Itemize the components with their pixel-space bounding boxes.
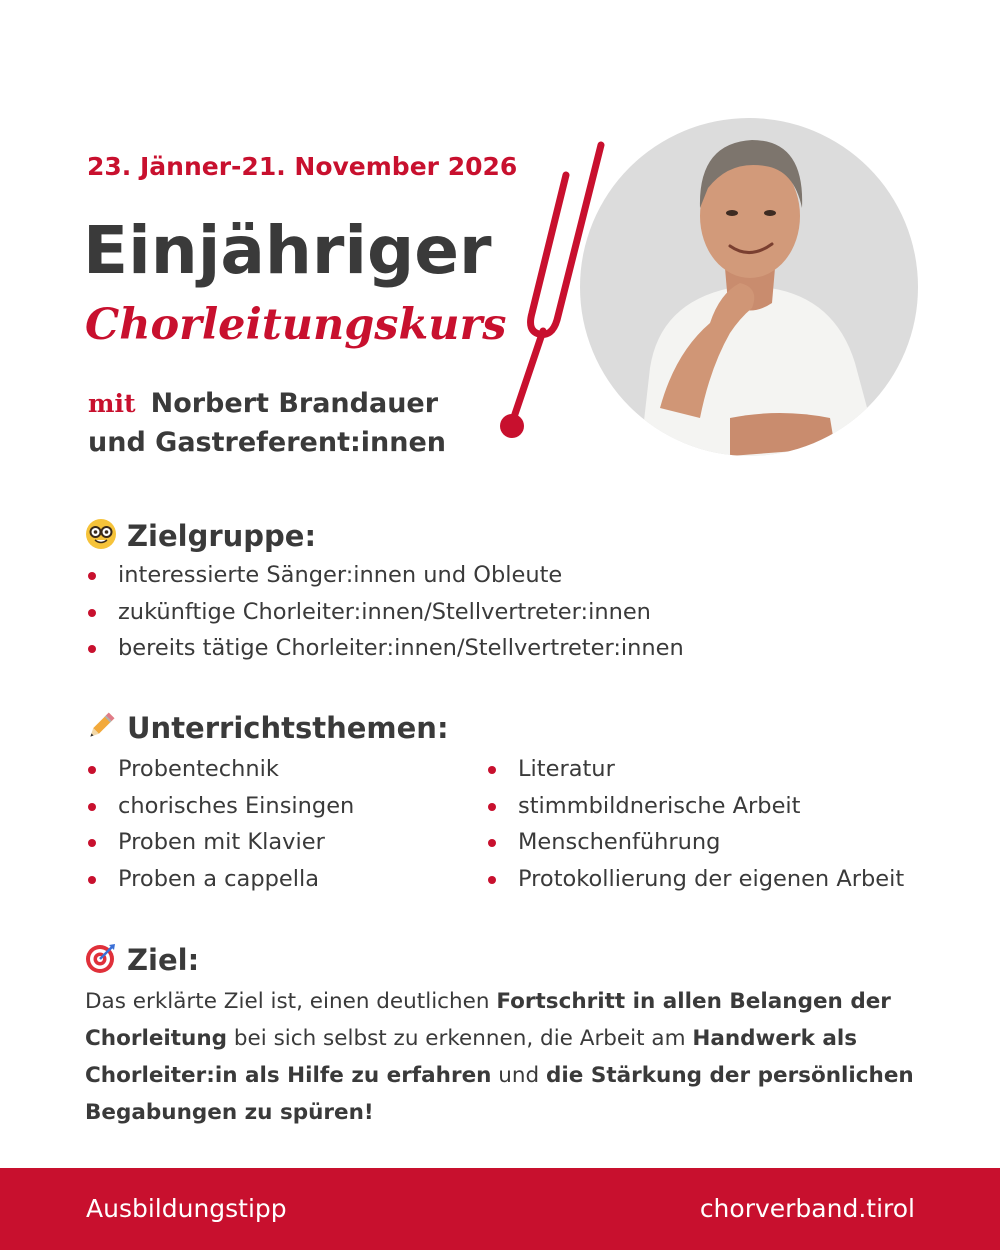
target-icon xyxy=(85,942,119,981)
bullet-icon xyxy=(88,876,96,884)
list-item: Proben a cappella xyxy=(86,861,354,898)
bullet-icon xyxy=(488,803,496,811)
goal-title xyxy=(85,942,199,981)
list-item: Probentechnik xyxy=(86,751,354,788)
page-subtitle: Chorleitungskurs xyxy=(85,300,507,350)
bullet-icon xyxy=(88,609,96,617)
website-link[interactable]: chorverband.tirol xyxy=(699,1194,915,1223)
target-group-label: Zielgruppe: xyxy=(127,519,317,553)
bullet-icon xyxy=(88,803,96,811)
topics-label: Unterrichtsthemen: xyxy=(127,711,449,745)
list-item: bereits tätige Chorleiter:innen/Stellvertreter:innen xyxy=(86,630,684,667)
footer-bar xyxy=(0,1168,1000,1250)
list-item: Menschenführung xyxy=(486,824,904,861)
instructor-photo xyxy=(580,118,918,456)
list-item: Protokollierung der eigenen Arbeit xyxy=(486,861,904,898)
guest-speakers: und Gastreferent:innen xyxy=(88,427,447,458)
topics-list-left xyxy=(86,751,354,897)
goal-paragraph: Das erklärte Ziel ist, einen deutlichen Fortschritt in allen Belangen der Chorleitung bei sich selbst zu erkennen, die Arbeit am Handwerk als Chorleiter:in als Hilfe zu erfahren und die Stärkung der persönlichen Begabungen zu spüren! xyxy=(85,989,914,1125)
bullet-icon xyxy=(88,645,96,653)
list-item: interessierte Sänger:innen und Obleute xyxy=(86,557,684,594)
list-item: Proben mit Klavier xyxy=(86,824,354,861)
bullet-icon xyxy=(88,572,96,580)
goal-label: Ziel: xyxy=(127,943,200,977)
bullet-icon xyxy=(488,876,496,884)
footer-tag: Ausbildungstipp xyxy=(86,1194,287,1223)
target-group-title xyxy=(85,518,316,557)
bullet-icon xyxy=(88,839,96,847)
course-date: 23. Jänner-21. November 2026 xyxy=(87,152,518,181)
topics-title xyxy=(85,710,449,749)
instructor-name: Norbert Brandauer xyxy=(150,388,439,419)
list-item: zukünftige Chorleiter:innen/Stellvertreter:innen xyxy=(86,594,684,631)
bullet-icon xyxy=(488,766,496,774)
instructor-line xyxy=(88,388,438,419)
topics-list-right xyxy=(486,751,904,897)
list-item: chorisches Einsingen xyxy=(86,788,354,825)
pencil-icon xyxy=(85,710,119,749)
list-item: stimmbildnerische Arbeit xyxy=(486,788,904,825)
page-title: Einjähriger xyxy=(83,212,492,289)
list-item: Literatur xyxy=(486,751,904,788)
bullet-icon xyxy=(488,839,496,847)
target-group-list xyxy=(86,557,684,667)
nerd-face-icon xyxy=(85,518,119,557)
with-label: mit xyxy=(88,389,136,418)
bullet-icon xyxy=(88,766,96,774)
